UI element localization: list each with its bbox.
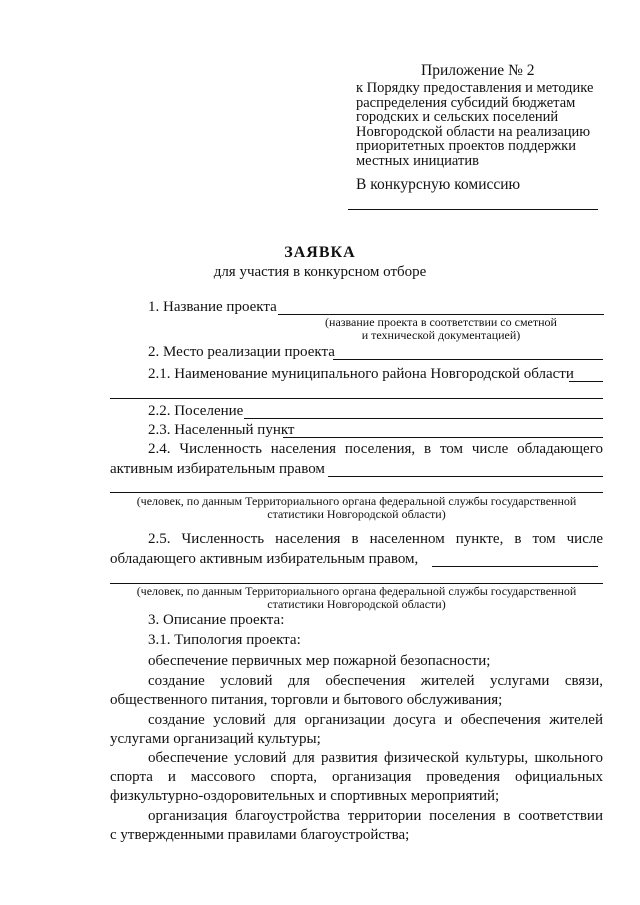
district-label: 2.1. Наименование муниципального района Новгородской области [148,366,574,382]
settlement-population-note [110,495,603,521]
locality-label: 2.3. Населенный пункт [148,422,295,438]
location-blank[interactable] [333,359,603,360]
locality-population-blank-inline[interactable] [432,566,598,567]
basis-line: приоритетных проектов поддержки [356,138,576,155]
typology-heading: 3.1. Типология проекта: [148,632,301,648]
appendix-number: Приложение № 2 [421,62,535,79]
note-line: (человек, по данным Территориального органа федеральной службы государственной [136,494,577,508]
basis-line: местных инициатив [356,152,479,169]
settlement-blank[interactable] [244,418,603,419]
locality-population-label-cont: обладающего активным избирательным правом, [110,551,419,567]
typology-item-improvement: организация благоустройства территории поселения в соответствии [148,808,603,824]
district-blank-inline[interactable] [569,381,603,382]
location-label: 2. Место реализации проекта [148,344,335,360]
basis-line: Новгородской области на реализацию [356,123,591,140]
locality-blank[interactable] [283,437,603,438]
basis-line: к Порядку предоставления и методике [356,80,594,96]
typology-item-sport-cont2: физкультурно-оздоровительных и спортивных мероприятий; [110,788,500,804]
settlement-label: 2.2. Поселение [148,403,244,419]
note-line: статистики Новгородской области) [267,507,446,521]
settlement-population-blank-line[interactable] [110,492,603,493]
settlement-population-label-cont: активным избирательным правом [110,461,325,477]
document-title: ЗАЯВКА [284,244,356,261]
appendix-basis [356,81,616,169]
typology-item-sport-cont: спорта и массового спорта, организация проведения официальных [110,769,603,785]
typology-item-culture-cont: услугами организаций культуры; [110,731,321,747]
description-heading: 3. Описание проекта: [148,612,285,628]
note-line: (название проекта в соответствии со сметной [325,315,557,329]
note-line: (человек, по данным Территориального органа федеральной службы государственной [136,584,577,598]
document-subtitle: для участия в конкурсном отборе [213,264,427,280]
typology-item-sport: обеспечение условий для развития физической культуры, школьного [148,750,603,766]
project-name-note [278,316,604,342]
typology-item-services-cont: общественного питания, торговли и бытового обслуживания; [110,692,503,708]
typology-item-fire-safety: обеспечение первичных мер пожарной безопасности; [148,653,491,669]
basis-line: городских и сельских поселений [356,109,559,126]
district-blank-line[interactable] [110,398,603,399]
project-name-label: 1. Название проекта [148,299,277,315]
locality-population-note [110,585,603,611]
typology-item-services: создание условий для обеспечения жителей услугами связи, [148,673,603,689]
basis-line: распределения субсидий бюджетам [356,94,576,111]
note-line: статистики Новгородской области) [267,597,446,611]
typology-item-culture: создание условий для организации досуга и обеспечения жителей [148,712,603,728]
commission-blank-line[interactable] [348,209,598,210]
settlement-population-label: 2.4. Численность населения поселения, в том числе обладающего [148,441,603,457]
commission-addressee: В конкурсную комиссию [356,176,521,193]
note-line: и технической документацией) [361,328,521,342]
locality-population-label: 2.5. Численность населения в населенном пункте, в том числе [148,531,603,547]
typology-item-improvement-cont: с утвержденными правилами благоустройства; [110,827,410,843]
settlement-population-blank-inline[interactable] [328,476,603,477]
